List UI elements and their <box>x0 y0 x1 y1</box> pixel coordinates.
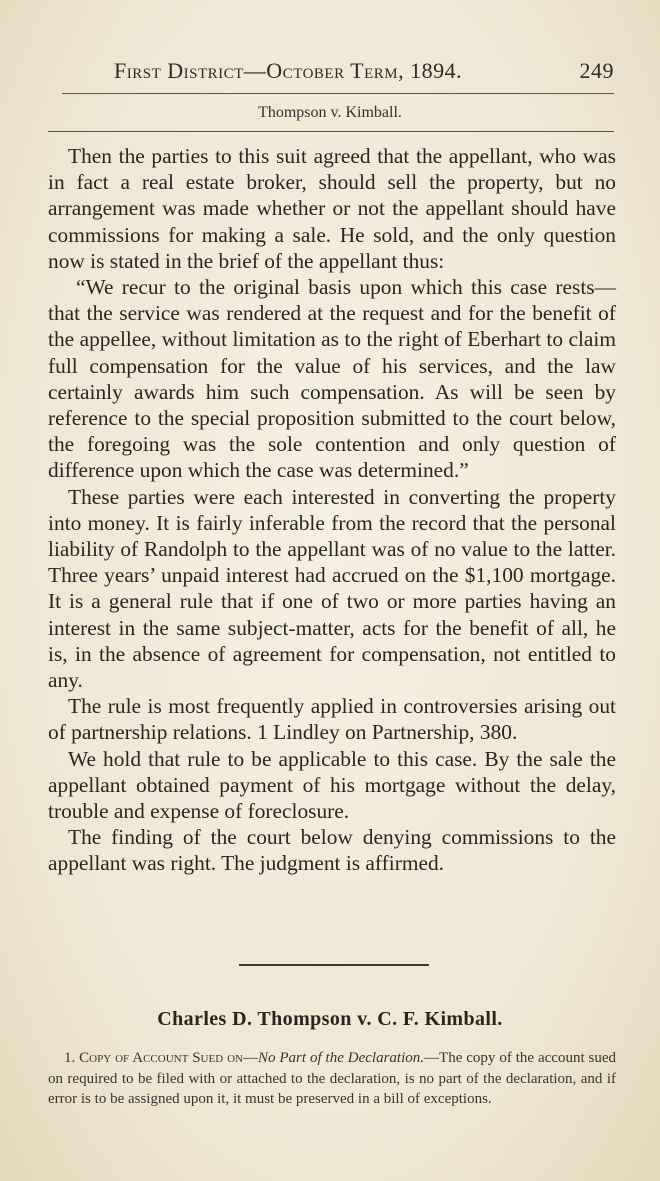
paragraph: Then the parties to this suit agreed that the appellant, who was in fact a real estate broker, should sell the property, but no arrangement was made whether or not the appellant should have commissions for making a sale. He sold, and the only question now is stated in the brief of the appellant thus: <box>48 144 616 273</box>
page-number: 249 <box>579 58 614 83</box>
next-case-title: Charles D. Thompson v. C. F. Kimball. <box>157 1008 503 1030</box>
case-header: Thompson v. Kimball. <box>258 104 402 121</box>
headnote-number: 1. <box>64 1050 76 1066</box>
running-head <box>114 58 614 84</box>
paragraph: The finding of the court below denying commissions to the appellant was right. The judgment is affirmed. <box>48 825 616 876</box>
header-rule <box>62 93 614 94</box>
paragraph: The rule is most frequently applied in controversies arising out of partnership relations. 1 Lindley on Partnership, 380. <box>48 694 616 745</box>
paragraph: We hold that rule to be applicable to this case. By the sale the appellant obtained payment of his mortgage without the delay, trouble and expense of foreclosure. <box>48 746 616 824</box>
paragraph: These parties were each interested in converting the property into money. It is fairly inferable from the record that the personal liability of Randolph to the appellant was of no value to the latter. Three years’ unpaid interest had accrued on the $1,100 mortgage. It is a general rule that if one of two or more parties having an interest in the same subject-matter, acts for the benefit of all, he is, in the absence of agreement for compensation, not entitled to any. <box>48 484 616 693</box>
headnote-dash: — <box>242 1050 258 1066</box>
headnote-text: —The copy of the account sued on required to be filed with or attached to the declaration, is no part of the declaration, and if error is to be assigned upon it, it must be preserved in a bill of exceptions. <box>48 1050 617 1108</box>
headnote-paragraph <box>48 1048 616 1110</box>
headnote-topic: Copy of Account Sued on <box>79 1050 243 1066</box>
headnote-italic: No Part of the Declaration. <box>257 1050 425 1066</box>
running-head-title: First District—October Term, 1894. <box>114 58 463 83</box>
case-header-rule <box>48 131 614 132</box>
quoted-paragraph: “We recur to the original basis upon which this case rests—that the service was rendered at the request and for the benefit of the appellee, without limitation as to the right of Eberhart to claim full compensation for the value of his services, and the law certainly awards him such compensation. As will be seen by reference to the special proposition submitted to the court below, the foregoing was the sole contention and only question of difference upon which the case was determined.” <box>48 275 616 483</box>
opinion-text <box>48 143 616 877</box>
headnote <box>48 1048 616 1110</box>
section-divider <box>239 964 429 966</box>
